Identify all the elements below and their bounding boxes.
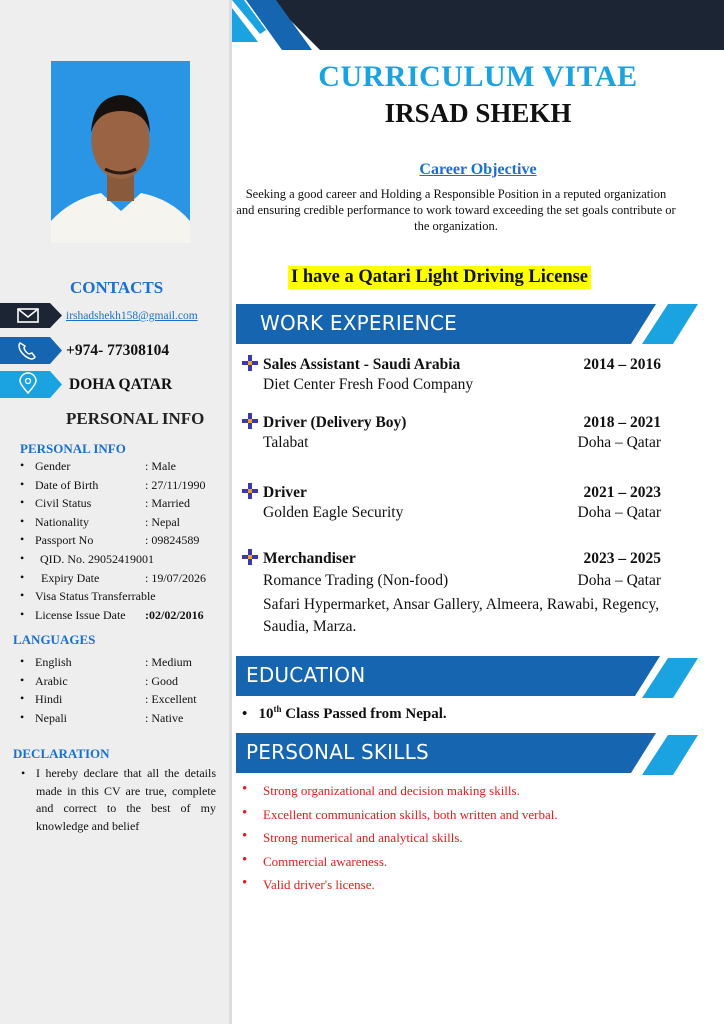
language-level: : Native bbox=[145, 710, 184, 725]
candidate-name: IRSAD SHEKH bbox=[384, 98, 572, 128]
language-name: • Nepali bbox=[35, 710, 67, 725]
language-level: : Medium bbox=[145, 655, 192, 669]
info-key: • License Issue Date bbox=[35, 607, 126, 622]
list-item bbox=[18, 551, 154, 571]
info-key: • Gender bbox=[35, 459, 71, 473]
phone-row bbox=[0, 337, 229, 362]
phone-icon bbox=[0, 337, 62, 364]
declaration-text-block bbox=[20, 765, 216, 835]
list-item bbox=[18, 533, 200, 552]
job-entry bbox=[242, 484, 667, 524]
job-entry bbox=[242, 414, 667, 454]
job-period: 2018 – 2021 bbox=[583, 414, 661, 431]
job-title: Sales Assistant - Saudi Arabia bbox=[263, 356, 461, 373]
job-title: Driver (Delivery Boy) bbox=[263, 414, 407, 431]
list-item bbox=[18, 514, 180, 534]
personal-skills-heading: PERSONAL SKILLS bbox=[246, 740, 429, 764]
sidebar-divider bbox=[229, 0, 232, 1024]
list-item bbox=[18, 655, 192, 674]
work-experience-banner bbox=[236, 304, 700, 346]
info-value: : Male bbox=[145, 459, 176, 473]
job-location: Doha – Qatar bbox=[577, 434, 661, 451]
declaration-text: I hereby declare that all the details made in this CV are true, complete and correct to the best of my knowledge and belief bbox=[36, 766, 216, 833]
info-key: • Nationality bbox=[35, 514, 89, 529]
info-value: : 09824589 bbox=[145, 533, 200, 548]
bullet: • bbox=[21, 766, 26, 780]
location-text: DOHA QATAR bbox=[69, 376, 173, 393]
list-item bbox=[18, 673, 178, 693]
declaration-heading: DECLARATION bbox=[13, 746, 110, 761]
phone-number: +974- 77308104 bbox=[66, 342, 170, 359]
skills-list bbox=[242, 783, 558, 901]
education-heading: EDUCATION bbox=[246, 663, 366, 687]
info-key: • Visa Status Transferrable bbox=[35, 589, 156, 604]
education-item bbox=[242, 704, 447, 723]
language-level: : Excellent bbox=[145, 692, 197, 707]
list-item bbox=[18, 477, 206, 497]
job-period: 2014 – 2016 bbox=[583, 356, 661, 373]
profile-photo bbox=[51, 61, 190, 243]
info-key: • QID. No. 29052419001 bbox=[40, 551, 154, 566]
info-key: • Passport No bbox=[35, 533, 94, 548]
list-item bbox=[18, 692, 197, 711]
job-company: Talabat bbox=[263, 434, 309, 451]
location-row bbox=[0, 371, 229, 396]
list-item: • Commercial awareness. bbox=[242, 854, 558, 878]
personal-info-subheading: PERSONAL INFO bbox=[20, 441, 126, 456]
job-entry bbox=[242, 550, 667, 635]
list-item bbox=[18, 459, 176, 478]
job-title: Merchandiser bbox=[263, 550, 356, 567]
list-item: • Excellent communication skills, both written and verbal. bbox=[242, 807, 558, 831]
list-item bbox=[18, 710, 184, 730]
education-banner bbox=[236, 656, 700, 698]
job-entry bbox=[242, 356, 667, 396]
languages-list bbox=[18, 655, 197, 729]
language-name: • English bbox=[35, 655, 72, 669]
personal-info-list bbox=[18, 459, 207, 626]
career-objective-heading: Career Objective bbox=[419, 161, 537, 178]
personal-skills-banner bbox=[236, 733, 700, 775]
location-pin-icon bbox=[0, 371, 62, 398]
job-period: 2021 – 2023 bbox=[583, 484, 661, 501]
job-company: Romance Trading (Non-food) bbox=[263, 572, 449, 589]
personal-info-heading: PERSONAL INFO bbox=[66, 409, 205, 428]
list-item bbox=[18, 589, 156, 608]
email-link[interactable]: irshadshekh158@gmail.com bbox=[66, 310, 198, 322]
work-experience-heading: WORK EXPERIENCE bbox=[260, 311, 457, 335]
list-item bbox=[18, 607, 204, 627]
job-location: Doha – Qatar bbox=[577, 504, 661, 521]
job-company: Diet Center Fresh Food Company bbox=[263, 376, 474, 393]
list-item: • Valid driver's license. bbox=[242, 877, 558, 901]
info-value: : Nepal bbox=[145, 514, 180, 529]
info-value: : 27/11/1990 bbox=[145, 477, 206, 492]
info-value: : 19/07/2026 bbox=[145, 570, 207, 585]
education-text: Class Passed from Nepal. bbox=[281, 706, 447, 722]
license-highlight: I have a Qatari Light Driving License bbox=[288, 266, 591, 289]
info-key: • Expiry Date bbox=[41, 570, 100, 585]
languages-heading: LANGUAGES bbox=[13, 632, 96, 647]
header-decoration bbox=[232, 0, 724, 50]
language-level: : Good bbox=[145, 673, 178, 688]
job-location: Doha – Qatar bbox=[577, 572, 661, 589]
career-objective-text: Seeking a good career and Holding a Responsible Position in a reputed organization and ensuring credible performance to work toward exceeding the set goals contribute or the organization. bbox=[236, 187, 676, 233]
info-value: :02/02/2016 bbox=[145, 607, 204, 622]
job-period: 2023 – 2025 bbox=[583, 550, 661, 567]
info-value: : Married bbox=[145, 496, 190, 511]
education-grade-suffix: th bbox=[273, 704, 282, 714]
info-key: • Civil Status bbox=[35, 496, 92, 511]
list-item: • Strong numerical and analytical skills. bbox=[242, 830, 558, 854]
language-name: • Arabic bbox=[35, 673, 68, 688]
list-item: • Strong organizational and decision making skills. bbox=[242, 783, 558, 807]
info-key: • Date of Birth bbox=[35, 477, 99, 492]
language-name: • Hindi bbox=[35, 692, 63, 707]
list-item bbox=[18, 496, 190, 515]
contacts-heading: CONTACTS bbox=[70, 278, 164, 297]
document-title: CURRICULUM VITAE bbox=[318, 60, 638, 93]
envelope-icon bbox=[0, 303, 62, 328]
job-clients: Safari Hypermarket, Ansar Gallery, Almeera, Rawabi, Regency, Saudia, Marza. bbox=[263, 596, 660, 635]
education-grade: 10 bbox=[258, 706, 274, 722]
job-title: Driver bbox=[263, 484, 307, 501]
list-item bbox=[18, 570, 207, 590]
job-company: Golden Eagle Security bbox=[263, 504, 404, 521]
bullet: • bbox=[242, 706, 259, 722]
email-row bbox=[0, 303, 229, 328]
